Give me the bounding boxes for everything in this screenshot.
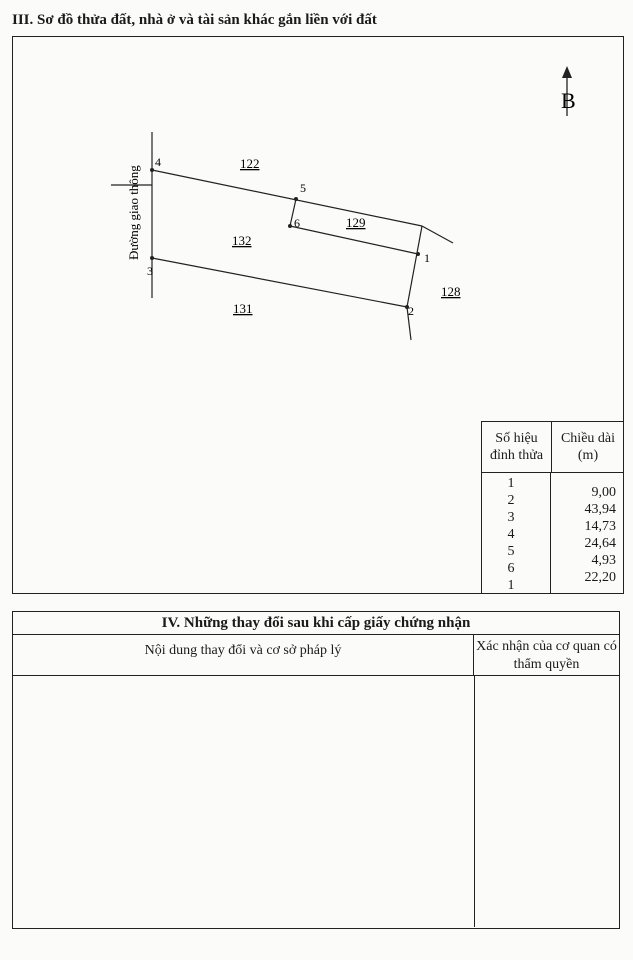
vertex-label-5: 5 (300, 181, 306, 195)
vertex-id-cell: 2 (507, 493, 515, 508)
parcel-122: 122 (240, 156, 260, 171)
vertex-id-cell: 1 (507, 476, 515, 491)
parcel-129: 129 (346, 215, 366, 230)
length-cell: 4,93 (591, 553, 616, 568)
length-cell: 22,20 (584, 570, 616, 585)
north-arrow-icon (561, 66, 576, 116)
vertex-6-dot (288, 224, 292, 228)
vertex-label-4: 4 (155, 155, 161, 169)
vertex-label-1: 1 (424, 251, 430, 265)
parcel-131: 131 (233, 301, 253, 316)
north-label: B (561, 88, 576, 113)
boundary-3-2 (152, 258, 407, 307)
section-4-changes-table (12, 611, 620, 929)
section-4-title: IV. Những thay đổi sau khi cấp giấy chứng nhận (13, 612, 619, 635)
length-cell: 9,00 (591, 485, 616, 500)
vertex-label-3: 3 (147, 264, 153, 278)
vertex-length-table (481, 421, 624, 594)
length-cell: 24,64 (584, 536, 616, 551)
length-cell: 14,73 (584, 519, 616, 534)
header-vertex-id: Số hiệu đỉnh thửa (482, 422, 552, 472)
vertex-id-column (482, 473, 551, 594)
vertex-id-cell: 1 (507, 578, 515, 593)
parcel-128: 128 (441, 284, 461, 299)
boundary-6-1 (290, 226, 418, 254)
boundary-4-5 (152, 170, 422, 226)
vertex-5-dot (294, 197, 298, 201)
change-content-cell (13, 676, 475, 927)
vertex-id-cell: 6 (507, 561, 515, 576)
neighbour-line-ne (422, 226, 453, 243)
section-3-title: III. Sơ đồ thửa đất, nhà ở và tài sản khác gắn liền với đất (12, 12, 377, 28)
boundary-1-2 (407, 226, 422, 307)
vertex-id-cell: 4 (507, 527, 515, 542)
vertex-3-dot (150, 256, 154, 260)
length-column (551, 473, 624, 594)
vertex-id-cell: 5 (507, 544, 515, 559)
road-label: Đường giao thông (126, 165, 141, 260)
header-length: Chiều dài (m) (560, 431, 616, 463)
header-authority-confirmation: Xác nhận của cơ quan có thẩm quyền (476, 639, 617, 672)
parcel-132: 132 (232, 233, 252, 248)
vertex-id-cell: 3 (507, 510, 515, 525)
vertex-label-2: 2 (408, 304, 414, 318)
vertex-label-6: 6 (294, 216, 300, 230)
header-change-content: Nội dung thay đổi và cơ sở pháp lý (13, 635, 474, 675)
length-cell: 43,94 (584, 502, 616, 517)
authority-confirmation-cell (475, 676, 619, 927)
vertex-4-dot (150, 168, 154, 172)
vertex-1-dot (416, 252, 420, 256)
